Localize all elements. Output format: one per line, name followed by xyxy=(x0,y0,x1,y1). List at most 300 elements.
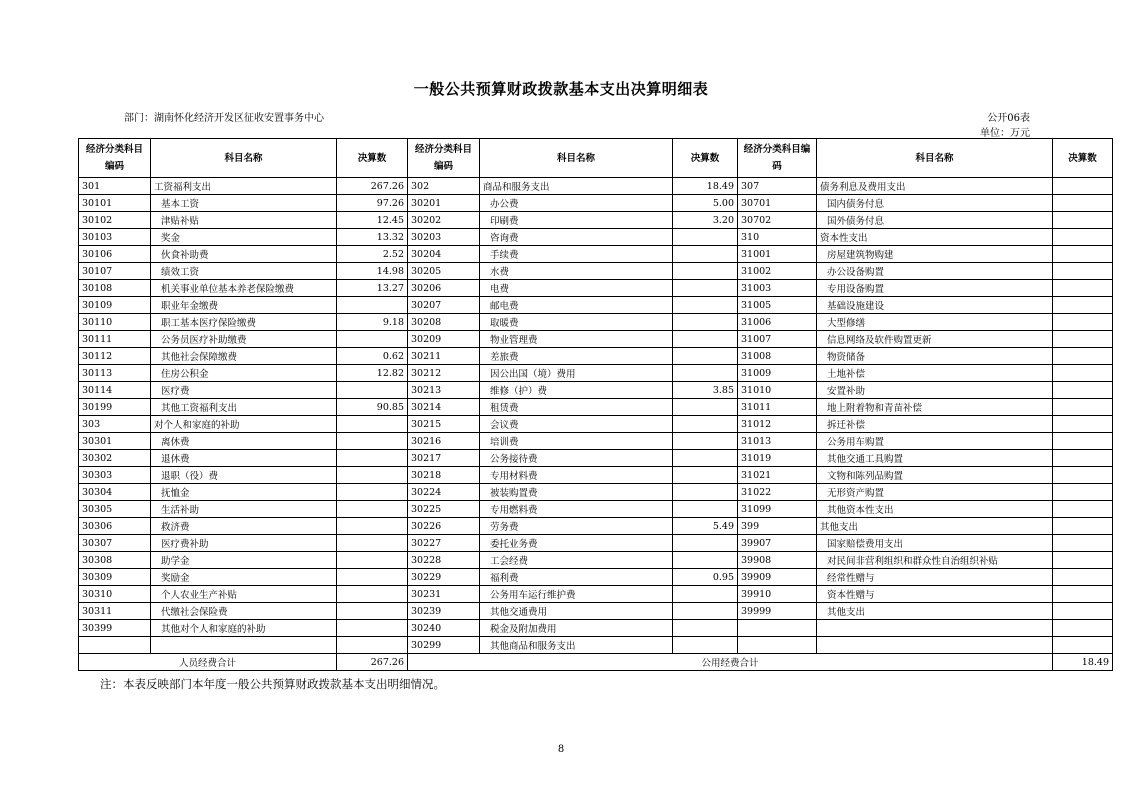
item-code: 30240 xyxy=(408,620,480,637)
item-name: 债务利息及费用支出 xyxy=(817,178,1053,195)
header-name-3: 科目名称 xyxy=(817,139,1053,178)
item-code: 30107 xyxy=(79,263,151,280)
table-row xyxy=(79,331,1113,348)
item-name: 奖励金 xyxy=(151,569,337,586)
item-name xyxy=(817,637,1053,654)
item-code: 39999 xyxy=(738,603,817,620)
item-name: 无形资产购置 xyxy=(817,484,1053,501)
item-name: 安置补助 xyxy=(817,382,1053,399)
item-amount xyxy=(337,569,408,586)
form-number: 公开06表 xyxy=(987,113,1030,124)
item-name: 个人农业生产补贴 xyxy=(151,586,337,603)
item-name: 专用燃料费 xyxy=(480,501,673,518)
table-row xyxy=(79,467,1113,484)
item-amount xyxy=(673,467,738,484)
item-code: 310 xyxy=(738,229,817,246)
item-name: 救济费 xyxy=(151,518,337,535)
item-code: 31012 xyxy=(738,416,817,433)
item-code: 31021 xyxy=(738,467,817,484)
item-amount xyxy=(1053,416,1113,433)
item-name: 经常性赠与 xyxy=(817,569,1053,586)
item-amount: 12.45 xyxy=(337,212,408,229)
table-row xyxy=(79,637,1113,654)
item-code: 30208 xyxy=(408,314,480,331)
public-total-value: 18.49 xyxy=(1053,654,1113,671)
item-amount xyxy=(1053,178,1113,195)
item-amount xyxy=(673,433,738,450)
item-amount xyxy=(337,382,408,399)
item-name xyxy=(151,637,337,654)
item-amount: 3.20 xyxy=(673,212,738,229)
item-code: 30701 xyxy=(738,195,817,212)
item-name: 租赁费 xyxy=(480,399,673,416)
item-name: 其他交通费用 xyxy=(480,603,673,620)
item-amount xyxy=(1053,637,1113,654)
item-amount: 13.27 xyxy=(337,280,408,297)
item-name: 维修（护）费 xyxy=(480,382,673,399)
item-amount xyxy=(1053,365,1113,382)
item-code: 31007 xyxy=(738,331,817,348)
item-name: 物资储备 xyxy=(817,348,1053,365)
item-amount xyxy=(1053,484,1113,501)
department-label: 部门：湖南怀化经济开发区征收安置事务中心 xyxy=(124,113,324,124)
table-row xyxy=(79,229,1113,246)
item-name: 其他支出 xyxy=(817,518,1053,535)
item-name: 基本工资 xyxy=(151,195,337,212)
item-amount xyxy=(673,399,738,416)
item-code: 30209 xyxy=(408,331,480,348)
header-amount-3: 决算数 xyxy=(1053,139,1113,178)
item-code: 31001 xyxy=(738,246,817,263)
item-code: 30239 xyxy=(408,603,480,620)
item-name: 离休费 xyxy=(151,433,337,450)
item-name: 机关事业单位基本养老保险缴费 xyxy=(151,280,337,297)
item-code: 30303 xyxy=(79,467,151,484)
item-code: 39909 xyxy=(738,569,817,586)
item-code: 30231 xyxy=(408,586,480,603)
item-name: 助学金 xyxy=(151,552,337,569)
table-row xyxy=(79,365,1113,382)
table-row xyxy=(79,620,1113,637)
item-name: 国内债务付息 xyxy=(817,195,1053,212)
item-name: 房屋建筑物购建 xyxy=(817,246,1053,263)
item-amount: 0.95 xyxy=(673,569,738,586)
item-code: 31002 xyxy=(738,263,817,280)
item-code: 301 xyxy=(79,178,151,195)
personnel-total-label: 人员经费合计 xyxy=(79,654,337,671)
item-amount xyxy=(673,535,738,552)
table-row xyxy=(79,535,1113,552)
item-amount xyxy=(1053,450,1113,467)
table-row xyxy=(79,433,1113,450)
item-amount xyxy=(337,297,408,314)
item-code: 30199 xyxy=(79,399,151,416)
header-amount-2: 决算数 xyxy=(673,139,738,178)
table-row xyxy=(79,314,1113,331)
item-amount xyxy=(337,535,408,552)
item-name: 国家赔偿费用支出 xyxy=(817,535,1053,552)
page-number: 8 xyxy=(557,744,565,755)
item-name: 其他支出 xyxy=(817,603,1053,620)
header-row xyxy=(79,139,1113,178)
item-amount xyxy=(1053,331,1113,348)
item-amount xyxy=(337,450,408,467)
item-code: 30225 xyxy=(408,501,480,518)
item-amount xyxy=(673,603,738,620)
item-amount: 3.85 xyxy=(673,382,738,399)
item-code: 30304 xyxy=(79,484,151,501)
table-row xyxy=(79,518,1113,535)
table-row xyxy=(79,501,1113,518)
item-code: 30111 xyxy=(79,331,151,348)
item-amount xyxy=(337,501,408,518)
item-code: 30217 xyxy=(408,450,480,467)
item-code: 30109 xyxy=(79,297,151,314)
item-code: 31006 xyxy=(738,314,817,331)
item-amount xyxy=(1053,433,1113,450)
item-amount xyxy=(1053,586,1113,603)
item-amount xyxy=(673,416,738,433)
item-amount xyxy=(673,297,738,314)
item-code xyxy=(738,637,817,654)
item-name: 物业管理费 xyxy=(480,331,673,348)
item-amount xyxy=(1053,280,1113,297)
item-amount xyxy=(673,229,738,246)
item-name: 委托业务费 xyxy=(480,535,673,552)
item-code: 30207 xyxy=(408,297,480,314)
item-amount xyxy=(673,552,738,569)
item-amount: 5.49 xyxy=(673,518,738,535)
item-amount xyxy=(673,620,738,637)
item-name: 对个人和家庭的补助 xyxy=(151,416,337,433)
item-code: 30203 xyxy=(408,229,480,246)
item-amount: 2.52 xyxy=(337,246,408,263)
item-amount xyxy=(1053,501,1113,518)
item-amount xyxy=(337,467,408,484)
table-row xyxy=(79,195,1113,212)
item-name: 培训费 xyxy=(480,433,673,450)
item-name: 大型修缮 xyxy=(817,314,1053,331)
item-amount xyxy=(1053,552,1113,569)
item-code: 39908 xyxy=(738,552,817,569)
header-name-2: 科目名称 xyxy=(480,139,673,178)
item-code: 30307 xyxy=(79,535,151,552)
item-code: 31022 xyxy=(738,484,817,501)
item-amount: 5.00 xyxy=(673,195,738,212)
item-name: 劳务费 xyxy=(480,518,673,535)
item-amount xyxy=(1053,569,1113,586)
item-code: 30205 xyxy=(408,263,480,280)
item-name: 土地补偿 xyxy=(817,365,1053,382)
item-code: 30302 xyxy=(79,450,151,467)
item-name: 退休费 xyxy=(151,450,337,467)
item-code: 30113 xyxy=(79,365,151,382)
item-amount xyxy=(1053,297,1113,314)
item-amount: 90.85 xyxy=(337,399,408,416)
item-amount xyxy=(1053,263,1113,280)
table-row xyxy=(79,246,1113,263)
expenditure-table xyxy=(78,138,1113,671)
item-code: 30226 xyxy=(408,518,480,535)
item-name: 办公设备购置 xyxy=(817,263,1053,280)
item-code: 30103 xyxy=(79,229,151,246)
table-row xyxy=(79,399,1113,416)
item-code: 30101 xyxy=(79,195,151,212)
header-code-1: 经济分类科目编码 xyxy=(79,139,151,178)
item-name: 公务接待费 xyxy=(480,450,673,467)
item-amount xyxy=(673,246,738,263)
item-code: 30229 xyxy=(408,569,480,586)
header-name-1: 科目名称 xyxy=(151,139,337,178)
table-row xyxy=(79,586,1113,603)
item-amount xyxy=(337,586,408,603)
item-code: 30214 xyxy=(408,399,480,416)
item-code: 31013 xyxy=(738,433,817,450)
item-name: 公务用车购置 xyxy=(817,433,1053,450)
item-amount: 18.49 xyxy=(673,178,738,195)
item-name: 资本性支出 xyxy=(817,229,1053,246)
item-code: 30114 xyxy=(79,382,151,399)
item-name: 基础设施建设 xyxy=(817,297,1053,314)
item-code: 30213 xyxy=(408,382,480,399)
item-amount xyxy=(1053,603,1113,620)
item-amount xyxy=(1053,382,1113,399)
item-name: 医疗费补助 xyxy=(151,535,337,552)
item-name: 其他社会保障缴费 xyxy=(151,348,337,365)
item-code: 39907 xyxy=(738,535,817,552)
item-amount xyxy=(673,331,738,348)
item-amount xyxy=(337,433,408,450)
item-code: 31019 xyxy=(738,450,817,467)
item-name: 邮电费 xyxy=(480,297,673,314)
item-amount: 267.26 xyxy=(337,178,408,195)
item-name: 工会经费 xyxy=(480,552,673,569)
item-amount xyxy=(673,484,738,501)
item-amount xyxy=(337,620,408,637)
footnote: 注：本表反映部门本年度一般公共预算财政拨款基本支出明细情况。 xyxy=(100,677,445,691)
item-name: 工资福利支出 xyxy=(151,178,337,195)
table-row xyxy=(79,382,1113,399)
item-name: 差旅费 xyxy=(480,348,673,365)
item-code: 30311 xyxy=(79,603,151,620)
item-code: 31009 xyxy=(738,365,817,382)
item-code: 31003 xyxy=(738,280,817,297)
table-row xyxy=(79,212,1113,229)
table-row xyxy=(79,552,1113,569)
item-name: 信息网络及软件购置更新 xyxy=(817,331,1053,348)
item-name: 抚恤金 xyxy=(151,484,337,501)
item-amount xyxy=(673,280,738,297)
item-amount xyxy=(337,552,408,569)
item-amount xyxy=(673,365,738,382)
item-name: 拆迁补偿 xyxy=(817,416,1053,433)
header-code-3: 经济分类科目编码 xyxy=(738,139,817,178)
item-code: 30212 xyxy=(408,365,480,382)
totals-row xyxy=(79,654,1113,671)
item-name: 税金及附加费用 xyxy=(480,620,673,637)
item-name: 被装购置费 xyxy=(480,484,673,501)
item-code: 30399 xyxy=(79,620,151,637)
item-name: 办公费 xyxy=(480,195,673,212)
item-name xyxy=(817,620,1053,637)
item-code: 30227 xyxy=(408,535,480,552)
item-name: 专用材料费 xyxy=(480,467,673,484)
table-row xyxy=(79,569,1113,586)
item-name: 取暖费 xyxy=(480,314,673,331)
item-amount xyxy=(337,518,408,535)
item-amount: 9.18 xyxy=(337,314,408,331)
item-code: 30112 xyxy=(79,348,151,365)
header-code-2: 经济分类科目编码 xyxy=(408,139,480,178)
item-name: 水费 xyxy=(480,263,673,280)
table-row xyxy=(79,263,1113,280)
item-name: 地上附着物和青苗补偿 xyxy=(817,399,1053,416)
item-code: 30310 xyxy=(79,586,151,603)
item-amount: 13.32 xyxy=(337,229,408,246)
item-name: 奖金 xyxy=(151,229,337,246)
item-name: 生活补助 xyxy=(151,501,337,518)
item-code: 30301 xyxy=(79,433,151,450)
item-code: 30204 xyxy=(408,246,480,263)
item-code: 30216 xyxy=(408,433,480,450)
item-amount xyxy=(1053,467,1113,484)
item-name: 资本性赠与 xyxy=(817,586,1053,603)
item-name: 其他对个人和家庭的补助 xyxy=(151,620,337,637)
item-code: 39910 xyxy=(738,586,817,603)
item-code: 30228 xyxy=(408,552,480,569)
item-name: 退职（役）费 xyxy=(151,467,337,484)
item-amount xyxy=(337,416,408,433)
unit-label: 单位：万元 xyxy=(980,128,1030,139)
item-name: 其他商品和服务支出 xyxy=(480,637,673,654)
table-row xyxy=(79,280,1113,297)
item-code: 30108 xyxy=(79,280,151,297)
page-title: 一般公共预算财政拨款基本支出决算明细表 xyxy=(413,80,709,98)
item-name: 医疗费 xyxy=(151,382,337,399)
item-code: 30306 xyxy=(79,518,151,535)
item-code: 307 xyxy=(738,178,817,195)
item-name: 商品和服务支出 xyxy=(480,178,673,195)
table-row xyxy=(79,348,1113,365)
item-amount xyxy=(337,637,408,654)
item-code: 30201 xyxy=(408,195,480,212)
item-name: 国外债务付息 xyxy=(817,212,1053,229)
item-name: 专用设备购置 xyxy=(817,280,1053,297)
item-code: 30206 xyxy=(408,280,480,297)
item-amount: 12.82 xyxy=(337,365,408,382)
personnel-total-value: 267.26 xyxy=(337,654,408,671)
table-row xyxy=(79,178,1113,195)
item-amount xyxy=(673,450,738,467)
item-code: 30202 xyxy=(408,212,480,229)
item-name: 伙食补助费 xyxy=(151,246,337,263)
item-name: 其他交通工具购置 xyxy=(817,450,1053,467)
item-code: 30215 xyxy=(408,416,480,433)
item-code: 30102 xyxy=(79,212,151,229)
item-name: 职工基本医疗保险缴费 xyxy=(151,314,337,331)
item-name: 会议费 xyxy=(480,416,673,433)
item-amount: 14.98 xyxy=(337,263,408,280)
item-name: 公务员医疗补助缴费 xyxy=(151,331,337,348)
item-code: 399 xyxy=(738,518,817,535)
item-name: 代缴社会保险费 xyxy=(151,603,337,620)
item-code xyxy=(738,620,817,637)
table-row xyxy=(79,603,1113,620)
item-amount xyxy=(673,501,738,518)
item-amount: 0.62 xyxy=(337,348,408,365)
item-code: 30106 xyxy=(79,246,151,263)
item-code: 30308 xyxy=(79,552,151,569)
item-code: 31005 xyxy=(738,297,817,314)
item-code xyxy=(79,637,151,654)
item-amount: 97.26 xyxy=(337,195,408,212)
item-name: 其他资本性支出 xyxy=(817,501,1053,518)
item-amount xyxy=(1053,399,1113,416)
item-amount xyxy=(1053,229,1113,246)
public-total-label: 公用经费合计 xyxy=(408,654,1053,671)
item-code: 31008 xyxy=(738,348,817,365)
item-amount xyxy=(1053,314,1113,331)
item-code: 30305 xyxy=(79,501,151,518)
item-amount xyxy=(1053,535,1113,552)
item-amount xyxy=(673,586,738,603)
header-amount-1: 决算数 xyxy=(337,139,408,178)
item-name: 因公出国（境）费用 xyxy=(480,365,673,382)
item-name: 咨询费 xyxy=(480,229,673,246)
item-code: 30110 xyxy=(79,314,151,331)
item-name: 绩效工资 xyxy=(151,263,337,280)
item-code: 303 xyxy=(79,416,151,433)
item-amount xyxy=(673,263,738,280)
item-amount xyxy=(1053,212,1113,229)
item-code: 30224 xyxy=(408,484,480,501)
item-name: 电费 xyxy=(480,280,673,297)
item-amount xyxy=(673,348,738,365)
table-row xyxy=(79,484,1113,501)
item-amount xyxy=(337,331,408,348)
item-code: 30309 xyxy=(79,569,151,586)
item-name: 住房公积金 xyxy=(151,365,337,382)
item-amount xyxy=(673,314,738,331)
item-name: 福利费 xyxy=(480,569,673,586)
table-row xyxy=(79,297,1113,314)
item-amount xyxy=(1053,620,1113,637)
item-code: 30211 xyxy=(408,348,480,365)
item-name: 公务用车运行维护费 xyxy=(480,586,673,603)
item-name: 其他工资福利支出 xyxy=(151,399,337,416)
table-row xyxy=(79,416,1113,433)
item-name: 手续费 xyxy=(480,246,673,263)
table-row xyxy=(79,450,1113,467)
item-name: 职业年金缴费 xyxy=(151,297,337,314)
item-amount xyxy=(1053,246,1113,263)
item-amount xyxy=(1053,195,1113,212)
item-code: 31099 xyxy=(738,501,817,518)
item-name: 印刷费 xyxy=(480,212,673,229)
item-amount xyxy=(337,484,408,501)
item-name: 津贴补贴 xyxy=(151,212,337,229)
item-amount xyxy=(1053,518,1113,535)
item-code: 31010 xyxy=(738,382,817,399)
item-name: 对民间非营利组织和群众性自治组织补贴 xyxy=(817,552,1053,569)
item-code: 30299 xyxy=(408,637,480,654)
item-amount xyxy=(1053,348,1113,365)
item-code: 302 xyxy=(408,178,480,195)
item-code: 30218 xyxy=(408,467,480,484)
item-amount xyxy=(673,637,738,654)
item-amount xyxy=(337,603,408,620)
item-name: 文物和陈列品购置 xyxy=(817,467,1053,484)
